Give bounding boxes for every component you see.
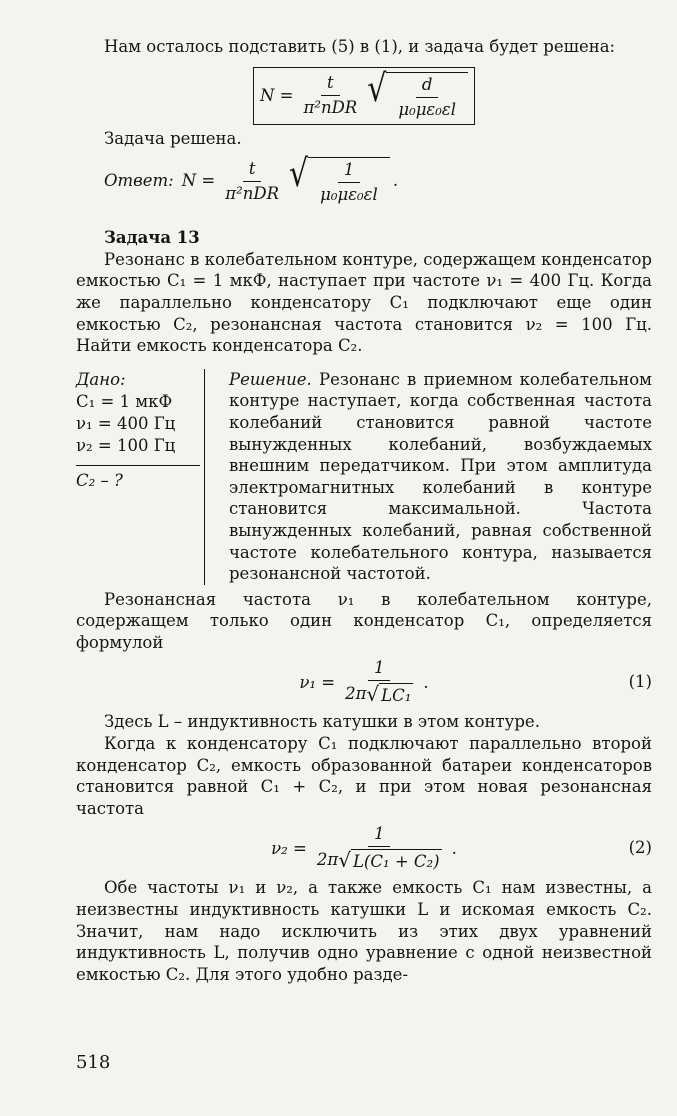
formula1-den-prefix: 2π — [345, 684, 367, 704]
answer-root-denominator: μ₀με₀εl — [320, 185, 378, 205]
formula2-lhs: ν₂ = — [271, 838, 307, 858]
fraction-numerator: t — [321, 73, 340, 96]
equation-number-1: (1) — [628, 672, 652, 692]
solution-body: Резонанс в приемном колебательном контуре наступает, когда собственная частота колебаний становится равной частоте вынужденных колебаний, возбуждаемых внешним передатчиком. При этом амплитуда электромагнитных колебаний в контуре становится максимальной. Частота вынужденных колебаний, равная собственной частоте колебательного контура, называется резонансной частотой. — [229, 369, 652, 584]
answer-tail: . — [392, 171, 399, 191]
formula2-tail: . — [451, 838, 457, 858]
fraction-denominator: π²nDR — [303, 98, 358, 118]
answer-formula: Ответ: N = $\frac{t}{\text{π²nDR}}$ √ $\frac{1}{\text{μ₀με₀εl}}$ . — [104, 152, 399, 205]
intro-text: Нам осталось подставить (5) в (1), и задача будет решена: — [104, 37, 616, 56]
root-numerator: d — [416, 75, 439, 98]
problem-text: Резонанс в колебательном контуре, содержащем конденсатор емкостью C₁ = 1 мкФ, наступает при частоте ν₁ = 400 Гц. Когда же параллельно конденсатору C₁ подключают еще один емкостью C₂, резонансная частота становится ν₂ = 100 Гц. Найти емкость конденсатора C₂. — [76, 249, 652, 356]
root-denominator: μ₀με₀εl — [398, 99, 457, 119]
answer-denominator: π²nDR — [225, 183, 280, 203]
find-label: C₂ – ? — [76, 465, 200, 492]
formula2-den-prefix: 2π — [316, 850, 339, 870]
equation-number-2: (2) — [628, 838, 652, 858]
formula-lhs: N = — [259, 85, 294, 105]
answer-numerator: t — [243, 159, 262, 182]
problem-title: Задача 13 — [104, 228, 200, 248]
given-column — [76, 369, 205, 585]
paragraph-1: Резонансная частота ν₁ в колебательном контуре, содержащем только один конденсатор C₁, определяется формулой — [76, 589, 652, 652]
formula-1: ν₁ = 1 2π √ LC₁ . (1) — [299, 658, 652, 707]
formula-2: ν₂ = 1 2π √ L(C₁ + C₂) . (2) — [271, 824, 652, 873]
boxed-formula: N = $\frac{t}{\text{π²nDR}}$ √ $\frac{d}{\text{μ₀με₀εl}}$ — [76, 64, 652, 128]
formula2-numerator: 1 — [368, 824, 391, 847]
given-line: ν₂ = 100 Гц — [76, 435, 176, 455]
solved-text: Задача решена. — [104, 128, 242, 148]
formula1-lhs: ν₁ = — [299, 672, 336, 692]
solution-text — [205, 369, 652, 585]
paragraph-4: Обе частоты ν₁ и ν₂, а также емкость C₁ нам известны, а неизвестны индуктивность катушки L и искомая емкость C₂. Значит, нам надо исключить из этих двух уравнений индуктивность L, получив одно уравнение с одной неизвестной емкостью C₂. Для этого удобно разде- — [76, 878, 652, 984]
formula1-tail: . — [423, 672, 429, 692]
given-line: ν₁ = 400 Гц — [76, 413, 176, 433]
paragraph-2: Здесь L – индуктивность катушки в этом контуре. — [104, 712, 540, 732]
answer-root-numerator: 1 — [338, 160, 361, 183]
formula1-numerator: 1 — [368, 658, 391, 681]
paragraph-3: Когда к конденсатору C₁ подключают параллельно второй конденсатор C₂, емкость образованной батареи конденсаторов становится равной C₁ + C₂, и при этом новая резонансная частота — [76, 734, 652, 818]
given-line: C₁ = 1 мкФ — [76, 391, 173, 411]
page-body — [76, 36, 652, 985]
formula2-root: L(C₁ + C₂) — [351, 849, 442, 872]
page-number: 518 — [76, 1052, 111, 1073]
formula1-root: LC₁ — [379, 683, 413, 706]
given-solution-block — [76, 369, 652, 585]
solution-label: Решение. — [229, 369, 312, 389]
given-label: Дано: — [76, 369, 126, 389]
answer-lhs: N = — [181, 171, 216, 191]
answer-label: Ответ: — [104, 171, 174, 191]
